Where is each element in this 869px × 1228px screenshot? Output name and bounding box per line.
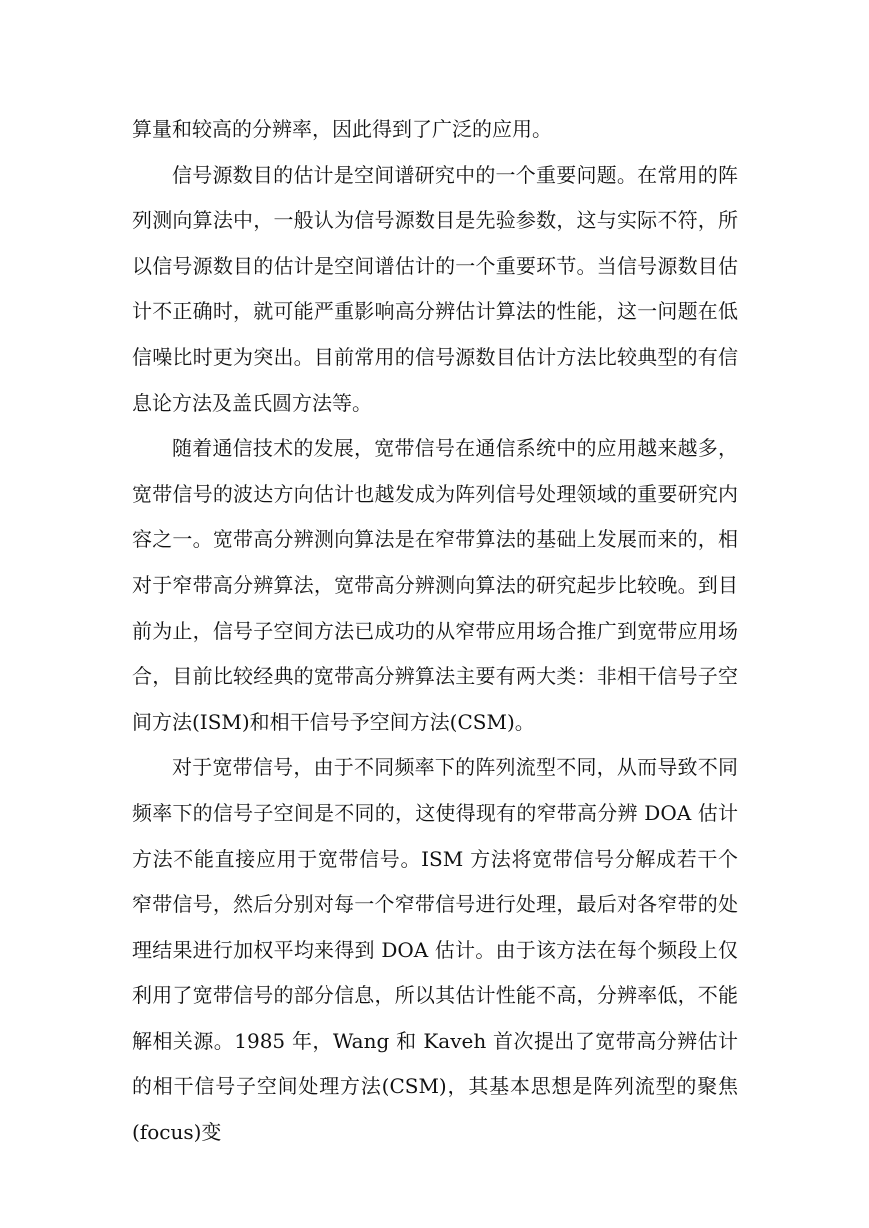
paragraph-signal-source-estimation: 信号源数目的估计是空间谱研究中的一个重要问题。在常用的阵列测向算法中，一般认为信号源数目是先验参数，这与实际不符，所以信号源数目的估计是空间谱估计的一个重要环节。当信号源数目估计不正确时，就可能严重影响高分辨估计算法的性能，这一问题在低信噪比时更为突出。目前常用的信号源数目估计方法比较典型的有信息论方法及盖氏圆方法等。 xyxy=(132,162,738,415)
paragraph-wideband-doa: 随着通信技术的发展，宽带信号在通信系统中的应用越来越多，宽带信号的波达方向估计也越发成为阵列信号处理领域的重要研究内容之一。宽带高分辨测向算法是在窄带算法的基础上发展而来的，相对于窄带高分辨算法，宽带高分辨测向算法的研究起步比较晚。到目前为止，信号子空间方法已成功的从窄带应用场合推广到宽带应用场合，目前比较经典的宽带高分辨算法主要有两大类：非相干信号子空间方法(ISM)和相干信号予空间方法(CSM)。 xyxy=(132,436,738,734)
document-body xyxy=(132,107,738,1156)
paragraph-ism-csm-methods: 对于宽带信号，由于不同频率下的阵列流型不同，从而导致不同频率下的信号子空间是不同的，这使得现有的窄带高分辨 DOA 估计方法不能直接应用于宽带信号。ISM 方法将宽带信号分解成若干个窄带信号，然后分别对每一个窄带信号进行处理，最后对各窄带的处理结果进行加权平均来得到 DOA 估计。由于该方法在每个频段上仅利用了宽带信号的部分信息，所以其估计性能不高，分辨率低，不能解相关源。1985 年，Wang 和 Kaveh 首次提出了宽带高分辨估计的相干信号子空间处理方法(CSM)，其基本思想是阵列流型的聚焦(focus)变 xyxy=(132,755,738,1145)
paragraph-continuation: 算量和较高的分辨率，因此得到了广泛的应用。 xyxy=(132,117,552,141)
